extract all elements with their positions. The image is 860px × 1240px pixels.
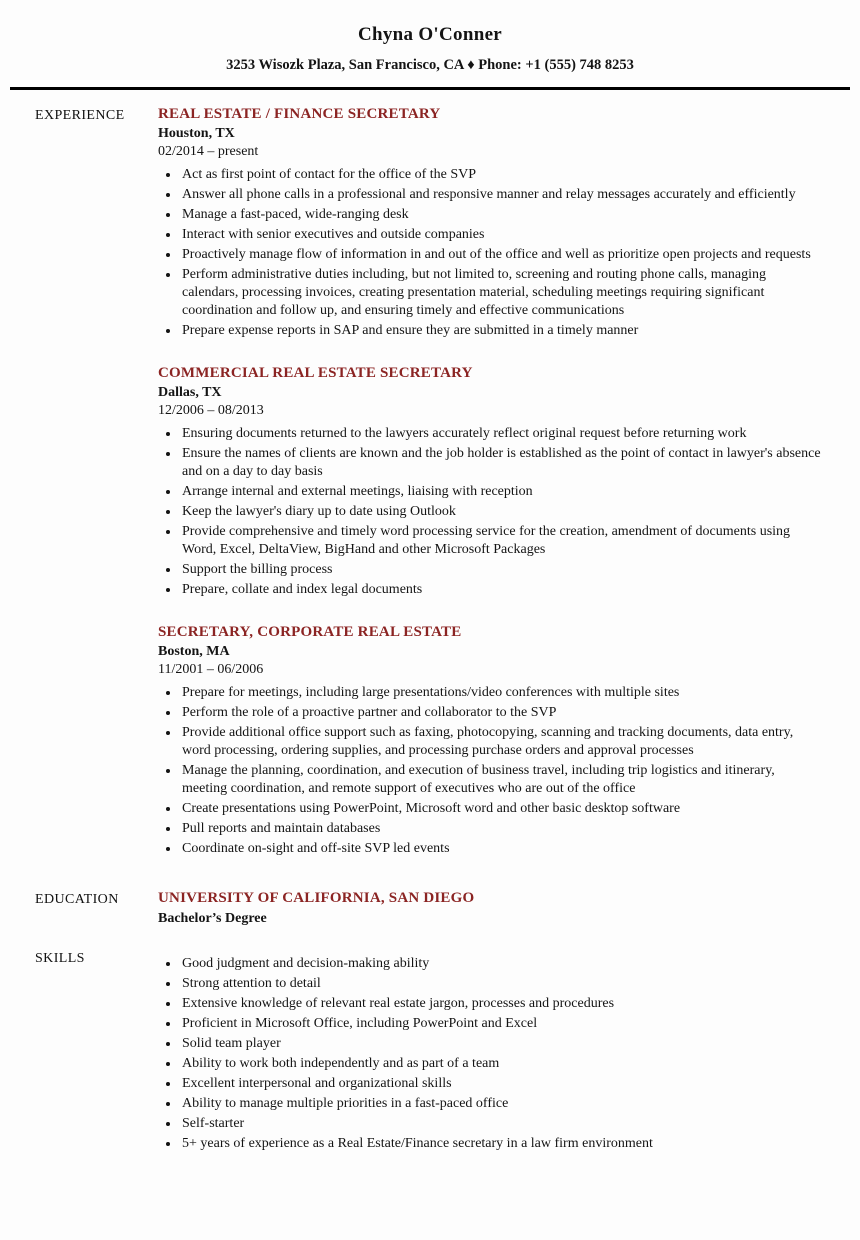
bullet-item: • Arrange internal and external meetings, liaising with reception: [180, 483, 822, 501]
job-dates: 12/2006 – 08/2013: [158, 403, 264, 418]
job-bullet-list: [158, 166, 822, 340]
job-bullet-list: [158, 684, 822, 858]
job-dates: 02/2014 – present: [158, 144, 259, 159]
section-label-experience: EXPERIENCE: [35, 108, 125, 123]
bullet-item: • Ability to manage multiple priorities in a fast-paced office: [180, 1095, 822, 1113]
bullet-item: • Create presentations using PowerPoint, Microsoft word and other basic desktop software: [180, 800, 822, 818]
job-location: Houston, TX: [158, 126, 235, 141]
bullet-item: • Interact with senior executives and outside companies: [180, 226, 822, 244]
bullet-item: • Ability to work both independently and as part of a team: [180, 1055, 822, 1073]
resume-header: [0, 0, 860, 74]
bullet-item: • Extensive knowledge of relevant real estate jargon, processes and procedures: [180, 995, 822, 1013]
bullet-item: • Keep the lawyer's diary up to date using Outlook: [180, 503, 822, 521]
job-entry-1: [158, 106, 822, 340]
bullet-item: • Manage a fast-paced, wide-ranging desk: [180, 206, 822, 224]
experience-content: [158, 106, 822, 860]
bullet-item: • Act as first point of contact for the office of the SVP: [180, 166, 822, 184]
skills-section: [35, 949, 822, 1155]
job-title: SECRETARY, CORPORATE REAL ESTATE: [158, 624, 462, 640]
bullet-item: • Proficient in Microsoft Office, including PowerPoint and Excel: [180, 1015, 822, 1033]
job-title: COMMERCIAL REAL ESTATE SECRETARY: [158, 365, 473, 381]
bullet-item: • Perform the role of a proactive partner and collaborator to the SVP: [180, 704, 822, 722]
education-section: [35, 890, 822, 927]
section-label-education: EDUCATION: [35, 892, 119, 907]
job-entry-3: [158, 624, 822, 858]
bullet-item: • Good judgment and decision-making ability: [180, 955, 822, 973]
bullet-item: • Excellent interpersonal and organizational skills: [180, 1075, 822, 1093]
experience-section: [35, 106, 822, 860]
bullet-item: • Coordinate on-sight and off-site SVP led events: [180, 840, 822, 858]
bullet-item: • 5+ years of experience as a Real Estate/Finance secretary in a law firm environment: [180, 1135, 822, 1153]
skills-content: [158, 949, 822, 1155]
school-name: UNIVERSITY OF CALIFORNIA, SAN DIEGO: [158, 890, 475, 906]
bullet-item: • Pull reports and maintain databases: [180, 820, 822, 838]
bullet-item: • Manage the planning, coordination, and execution of business travel, including trip logistics and itinerary, meeting coordination, and remote support of executives who are out of the office: [180, 762, 822, 798]
job-location: Boston, MA: [158, 644, 230, 659]
person-name: Chyna O'Conner: [357, 24, 503, 45]
job-location: Dallas, TX: [158, 385, 222, 400]
header-divider: [10, 87, 850, 90]
bullet-item: • Proactively manage flow of information in and out of the office and well as prioritize open projects and requests: [180, 246, 822, 264]
job-bullet-list: [158, 425, 822, 599]
bullet-item: • Provide additional office support such as faxing, photocopying, scanning and tracking documents, data entry, word processing, ordering supplies, and processing purchase orders and approval processes: [180, 724, 822, 760]
bullet-item: • Support the billing process: [180, 561, 822, 579]
bullet-item: • Ensure the names of clients are known and the job holder is established as the point of contact in lawyer's absence and on a day to day basis: [180, 445, 822, 481]
job-dates: 11/2001 – 06/2006: [158, 662, 264, 677]
bullet-item: • Perform administrative duties including, but not limited to, screening and routing phone calls, managing calendars, processing invoices, creating presentation material, scheduling meetings requiring significant coordination and follow up, and ensuring timely and effective communications: [180, 266, 822, 320]
section-label-skills: SKILLS: [35, 951, 85, 966]
bullet-item: • Provide comprehensive and timely word processing service for the creation, amendment of documents using Word, Excel, DeltaView, BigHand and other Microsoft Packages: [180, 523, 822, 559]
job-title: REAL ESTATE / FINANCE SECRETARY: [158, 106, 441, 122]
education-content: [158, 890, 822, 927]
job-entry-2: [158, 365, 822, 599]
bullet-item: • Strong attention to detail: [180, 975, 822, 993]
bullet-item: • Solid team player: [180, 1035, 822, 1053]
bullet-item: • Prepare for meetings, including large presentations/video conferences with multiple sites: [180, 684, 822, 702]
bullet-item: • Ensuring documents returned to the lawyers accurately reflect original request before returning work: [180, 425, 822, 443]
bullet-item: • Prepare, collate and index legal documents: [180, 581, 822, 599]
bullet-item: • Self-starter: [180, 1115, 822, 1133]
contact-line: 3253 Wisozk Plaza, San Francisco, CA ♦ Phone: +1 (555) 748 8253: [226, 57, 634, 73]
bullet-item: • Prepare expense reports in SAP and ensure they are submitted in a timely manner: [180, 322, 822, 340]
bullet-item: • Answer all phone calls in a professional and responsive manner and relay messages accurately and efficiently: [180, 186, 822, 204]
skills-bullet-list: [158, 955, 822, 1153]
degree-name: Bachelor’s Degree: [158, 911, 267, 926]
